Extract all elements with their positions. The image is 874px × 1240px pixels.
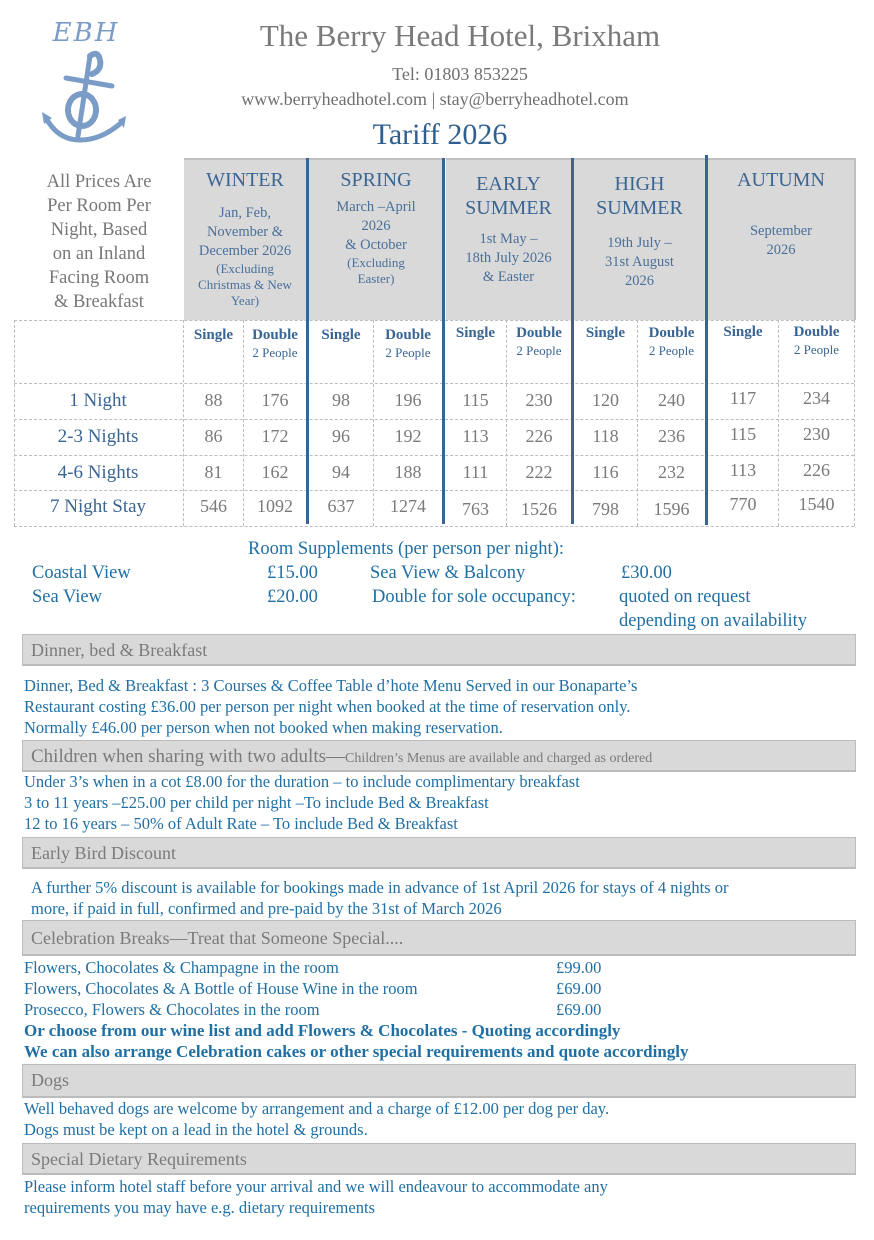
season-early-summer <box>446 158 571 320</box>
date-line: & Easter <box>482 269 535 285</box>
date-line: 1st May – <box>479 231 538 247</box>
price-cell: 1092 <box>257 496 293 516</box>
price-cell: 98 <box>332 390 350 410</box>
text-line: more, if paid in full, confirmed and pre-paid by the 31st of March 2026 <box>31 899 502 918</box>
col-header-double <box>244 326 306 362</box>
col-header-double <box>638 324 705 360</box>
grid-line <box>14 419 854 420</box>
col-header-label: Double <box>516 325 562 341</box>
date-line: & October <box>345 237 407 253</box>
season-name: SPRING <box>340 169 412 191</box>
hotel-logo <box>38 18 134 150</box>
text-line: 3 to 11 years –£25.00 per child per night –To include Bed & Breakfast <box>24 793 489 812</box>
sea-balcony-price: £30.00 <box>621 563 672 583</box>
date-line: 18th July 2026 <box>465 250 552 266</box>
date-line: Christmas & New <box>198 277 292 292</box>
price-cell: 86 <box>204 426 223 446</box>
col-header-label: Single <box>193 327 234 343</box>
price-cell: 192 <box>394 426 422 446</box>
date-line: Jan, Feb, <box>219 205 271 221</box>
col-header-double <box>507 324 571 360</box>
price-cell: 172 <box>261 426 289 446</box>
price-cell: 770 <box>729 494 757 514</box>
section-title: Children when sharing with two adults— <box>31 746 345 767</box>
col-header-sub: 2 People <box>516 343 562 358</box>
text-line: 12 to 16 years – 50% of Adult Rate – To include Bed & Breakfast <box>24 814 458 833</box>
section-title: Celebration Breaks—Treat that Someone Special.... <box>31 928 404 948</box>
season-name-line: SUMMER <box>596 197 683 219</box>
season-name: AUTUMN <box>737 169 825 191</box>
section-title: Dogs <box>31 1070 70 1090</box>
text-line: Please inform hotel staff before your arrival and we will endeavour to accommodate any <box>24 1177 608 1196</box>
logo-monogram: EBH <box>52 18 120 48</box>
col-header-single <box>708 323 778 341</box>
text-line: Dogs must be kept on a lead in the hotel & grounds. <box>24 1120 368 1139</box>
prices-note-line: & Breakfast <box>54 292 144 312</box>
row-label: 1 Night <box>69 390 127 411</box>
sea-view-label: Sea View <box>32 587 102 607</box>
price-cell: 798 <box>592 499 619 519</box>
price-cell: 234 <box>803 388 830 408</box>
section-dogs-body <box>24 1098 609 1140</box>
sole-occupancy-label: Double for sole occupancy: <box>372 587 576 607</box>
prices-note-line: All Prices Are <box>46 172 152 192</box>
col-header-sub: 2 People <box>385 345 431 360</box>
section-dogs-header <box>22 1064 856 1098</box>
price-cell: 162 <box>261 462 289 482</box>
prices-note-line: Facing Room <box>48 268 150 288</box>
price-cell: 196 <box>394 390 422 410</box>
telephone: Tel: 01803 853225 <box>392 64 528 84</box>
season-name-line: EARLY <box>476 173 541 195</box>
section-subtitle: Children’s Menus are available and charged as ordered <box>345 751 653 766</box>
item-price: £69.00 <box>556 1000 602 1019</box>
col-header-label: Double <box>252 327 298 343</box>
text-line: Well behaved dogs are welcome by arrangement and a charge of £12.00 per dog per day. <box>24 1099 610 1118</box>
grid-line <box>14 455 854 456</box>
price-cell: 115 <box>462 390 489 410</box>
price-cell: 96 <box>332 426 350 446</box>
section-early-bird-header <box>22 837 856 869</box>
season-name-line: SUMMER <box>465 197 552 219</box>
price-cell: 637 <box>327 496 355 516</box>
section-dinner-body <box>24 675 637 738</box>
price-cell: 232 <box>658 462 685 482</box>
season-spring <box>309 158 443 320</box>
text-line: A further 5% discount is available for bookings made in advance of 1st April 2026 for stays of 4 nights or <box>31 878 729 897</box>
date-line: December 2026 <box>198 243 292 259</box>
prices-note <box>14 170 184 314</box>
sole-occupancy-value-2: depending on availability <box>619 611 808 631</box>
item-label: Flowers, Chocolates & Champagne in the room <box>24 958 339 977</box>
hotel-name: The Berry Head Hotel, Brixham <box>259 18 661 53</box>
sole-occupancy-value: quoted on request <box>619 587 751 607</box>
season-dates <box>574 220 705 291</box>
price-cell: 226 <box>525 426 553 446</box>
season-name-line: HIGH <box>614 173 665 195</box>
section-dietary-header <box>22 1143 856 1175</box>
price-cell: 188 <box>394 462 422 482</box>
season-name <box>446 160 571 220</box>
col-header-label: Single <box>723 324 763 340</box>
price-cell: 113 <box>729 460 757 480</box>
sea-balcony-label: Sea View & Balcony <box>370 563 526 583</box>
price-cell: 240 <box>658 390 685 410</box>
date-line: (Excluding <box>216 261 274 276</box>
section-children-header <box>22 740 856 772</box>
row-label: 4-6 Nights <box>57 462 139 483</box>
section-celebration-body <box>24 957 689 1062</box>
price-cell: 118 <box>592 426 619 446</box>
date-line: 2026 <box>361 218 391 234</box>
price-cell: 81 <box>204 462 223 482</box>
date-line: 2026 <box>766 242 796 258</box>
section-celebration-header <box>22 920 856 956</box>
season-dates <box>184 192 306 309</box>
price-cell: 1596 <box>653 499 690 519</box>
season-autumn <box>708 158 856 320</box>
supplements-title: Room Supplements (per person per night): <box>248 539 564 559</box>
price-cell: 222 <box>525 462 553 482</box>
grid-line <box>14 490 854 491</box>
grid-line <box>14 320 854 321</box>
col-header-single <box>184 326 243 344</box>
date-line: Year) <box>230 293 260 308</box>
price-cell: 236 <box>658 426 685 446</box>
celebration-item <box>24 999 689 1020</box>
section-children-body <box>24 771 580 834</box>
col-header-sub: 2 People <box>648 343 695 358</box>
celebration-item <box>24 978 689 999</box>
grid-line <box>14 526 854 527</box>
col-header-sub: 2 People <box>793 342 840 357</box>
text-line: requirements you may have e.g. dietary requirements <box>24 1198 375 1217</box>
price-cell: 1540 <box>798 494 835 514</box>
item-label: Prosecco, Flowers & Chocolates in the room <box>24 1000 320 1019</box>
section-early-bird-body <box>31 877 728 919</box>
text-line: Dinner, Bed & Breakfast : 3 Courses & Coffee Table d’hote Menu Served in our Bonaparte’s <box>24 676 638 695</box>
section-title: Dinner, bed & Breakfast <box>31 640 208 660</box>
season-winter <box>184 158 306 320</box>
col-header-single <box>445 324 506 342</box>
season-dates <box>708 192 854 260</box>
col-header-label: Double <box>385 327 431 343</box>
price-cell: 116 <box>592 462 619 482</box>
section-dietary-body <box>24 1176 608 1218</box>
grid-line <box>854 320 855 526</box>
prices-note-line: Per Room Per <box>47 196 151 216</box>
col-header-label: Single <box>321 327 361 343</box>
season-dates <box>309 192 443 287</box>
season-dates <box>446 220 571 287</box>
row-label: 7 Night Stay <box>49 496 147 517</box>
coastal-view-price: £15.00 <box>267 563 318 583</box>
price-cell: 111 <box>462 462 489 482</box>
col-header-label: Double <box>793 324 840 340</box>
price-cell: 546 <box>200 496 227 516</box>
col-header-single <box>309 326 373 344</box>
price-cell: 94 <box>332 462 350 482</box>
price-cell: 115 <box>729 424 757 444</box>
section-title: Special Dietary Requirements <box>31 1149 247 1169</box>
col-header-label: Single <box>585 325 626 341</box>
season-name <box>574 160 705 220</box>
celebration-note: We can also arrange Celebration cakes or other special requirements and quote accordingly <box>24 1042 689 1061</box>
coastal-view-label: Coastal View <box>32 563 131 583</box>
season-high-summer <box>574 158 705 320</box>
prices-note-line: on an Inland <box>52 244 146 264</box>
date-line: Easter) <box>357 271 395 286</box>
col-header-single <box>574 324 637 342</box>
price-cell: 230 <box>525 390 553 410</box>
col-header-double <box>779 323 854 359</box>
celebration-item <box>24 957 689 978</box>
price-cell: 230 <box>803 424 830 444</box>
date-line: November & <box>206 224 284 240</box>
date-line: September <box>749 223 812 239</box>
price-cell: 763 <box>462 499 489 519</box>
date-line: 2026 <box>625 273 654 289</box>
price-cell: 176 <box>261 390 289 410</box>
row-label: 2-3 Nights <box>57 426 139 447</box>
price-cell: 1274 <box>390 496 426 516</box>
website-email: www.berryheadhotel.com | stay@berryheadhotel.com <box>241 89 629 109</box>
sea-view-price: £20.00 <box>267 587 318 607</box>
date-line: 31st August <box>605 254 674 270</box>
col-header-sub: 2 People <box>252 345 298 360</box>
price-cell: 120 <box>592 390 619 410</box>
celebration-note: Or choose from our wine list and add Flowers & Chocolates - Quoting accordingly <box>24 1021 621 1040</box>
section-title: Early Bird Discount <box>31 843 176 863</box>
item-price: £99.00 <box>556 958 602 977</box>
price-cell: 117 <box>729 388 757 408</box>
page-title: Tariff 2026 <box>372 118 508 151</box>
item-price: £69.00 <box>556 979 602 998</box>
price-cell: 226 <box>803 460 830 480</box>
price-cell: 88 <box>204 390 223 410</box>
price-cell: 1526 <box>521 499 557 519</box>
item-label: Flowers, Chocolates & A Bottle of House Wine in the room <box>24 979 418 998</box>
price-cell: 113 <box>462 426 489 446</box>
date-line: March –April <box>336 199 416 215</box>
season-name: WINTER <box>206 169 284 191</box>
text-line: Under 3’s when in a cot £8.00 for the duration – to include complimentary breakfast <box>24 772 580 791</box>
prices-note-line: Night, Based <box>50 220 148 240</box>
col-header-label: Double <box>648 325 695 341</box>
anchor-icon <box>38 48 134 148</box>
col-header-label: Single <box>455 325 496 341</box>
text-line: Restaurant costing £36.00 per person per night when booked at the time of reservation only. <box>24 697 631 716</box>
col-header-double <box>374 326 442 362</box>
text-line: Normally £46.00 per person when not booked when making reservation. <box>24 718 503 737</box>
grid-line <box>14 383 854 384</box>
date-line: (Excluding <box>347 255 405 270</box>
section-dinner-header <box>22 634 856 666</box>
date-line: 19th July – <box>607 235 672 251</box>
